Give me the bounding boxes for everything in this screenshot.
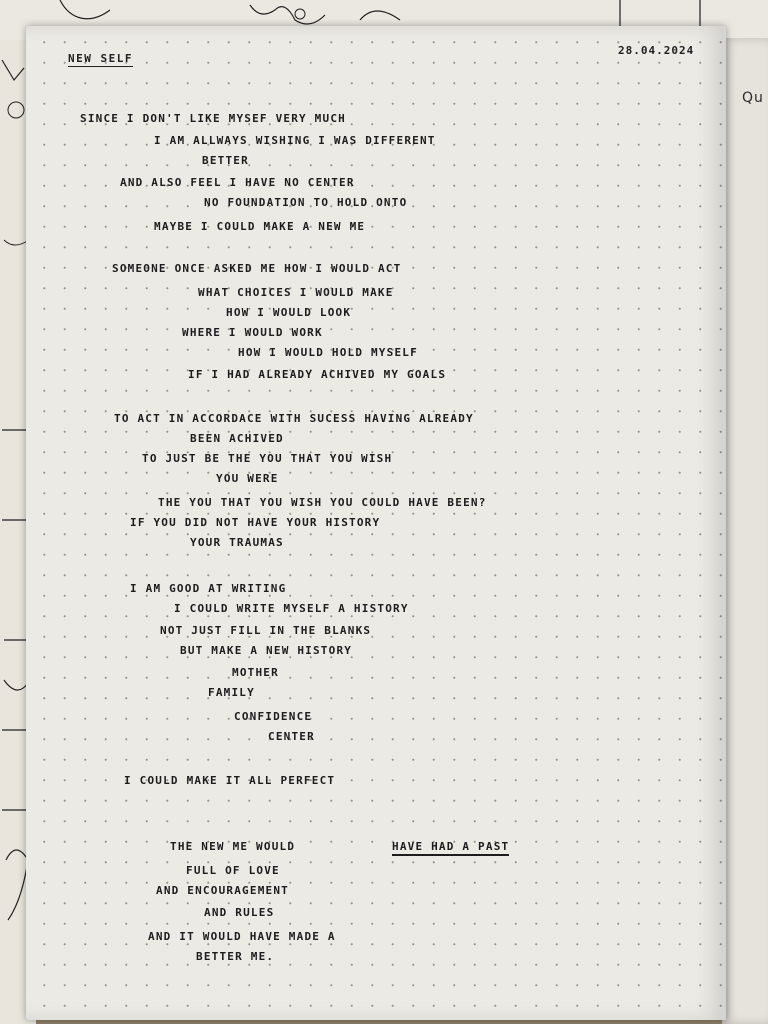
text-line: BUT MAKE A NEW HISTORY: [180, 644, 353, 657]
text-line: AND ENCOURAGEMENT: [156, 884, 289, 897]
text-line: MOTHER: [232, 666, 279, 679]
underlined-phrase: HAVE HAD A PAST: [392, 840, 509, 856]
text-line: THE YOU THAT YOU WISH YOU COULD HAVE BEEN?: [158, 496, 487, 509]
notebook-page: [26, 26, 726, 1020]
text-line: I COULD MAKE IT ALL PERFECT: [124, 774, 336, 787]
text-line: WHAT CHOICES I WOULD MAKE: [198, 286, 394, 299]
text-line: I COULD WRITE MYSELF A HISTORY: [174, 602, 409, 615]
text-line: IF I HAD ALREADY ACHIVED MY GOALS: [188, 368, 447, 381]
right-page: [722, 38, 768, 1024]
text-line: MAYBE I COULD MAKE A NEW ME: [154, 220, 366, 233]
text-line: BEEN ACHIVED: [190, 432, 284, 445]
page-date: 28.04.2024: [618, 44, 695, 57]
text-line: BETTER: [202, 154, 249, 167]
text-line: WHERE I WOULD WORK: [182, 326, 323, 339]
text-line: I AM GOOD AT WRITING: [130, 582, 287, 595]
text-line: SINCE I DON'T LIKE MYSEF VERY MUCH: [80, 112, 346, 125]
text-line: CONFIDENCE: [234, 710, 313, 723]
text-line: FAMILY: [208, 686, 255, 699]
text-line: NO FOUNDATION TO HOLD ONTO: [204, 196, 408, 209]
text-line: HOW I WOULD HOLD MYSELF: [238, 346, 418, 359]
text-line: THE NEW ME WOULD: [170, 840, 296, 853]
text-line: AND IT WOULD HAVE MADE A: [148, 930, 336, 943]
text-line: NOT JUST FILL IN THE BLANKS: [160, 624, 372, 637]
text-line: HOW I WOULD LOOK: [226, 306, 352, 319]
text-line: YOUR TRAUMAS: [190, 536, 284, 549]
text-line: SOMEONE ONCE ASKED ME HOW I WOULD ACT: [112, 262, 402, 275]
text-line: FULL OF LOVE: [186, 864, 280, 877]
text-line: IF YOU DID NOT HAVE YOUR HISTORY: [130, 516, 381, 529]
text-line: I AM ALLWAYS WISHING I WAS DIFFERENT: [154, 134, 436, 147]
text-line: YOU WERE: [216, 472, 279, 485]
text-line: BETTER ME.: [196, 950, 275, 963]
right-page-peek-text: Qu: [742, 90, 764, 106]
text-line: TO JUST BE THE YOU THAT YOU WISH: [142, 452, 393, 465]
text-line: AND RULES: [204, 906, 275, 919]
text-line: CENTER: [268, 730, 315, 743]
text-line: TO ACT IN ACCORDACE WITH SUCESS HAVING ALREADY: [114, 412, 474, 425]
text-line: AND ALSO FEEL I HAVE NO CENTER: [120, 176, 355, 189]
page-title: NEW SELF: [68, 52, 133, 65]
